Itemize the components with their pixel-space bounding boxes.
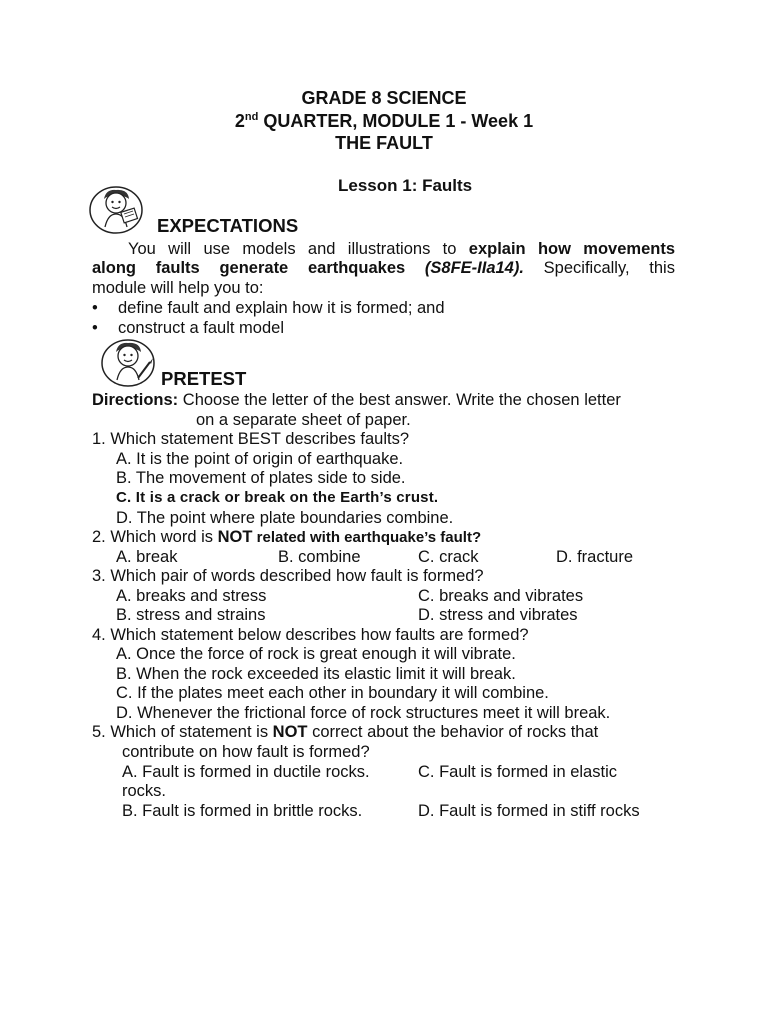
q5-text-c: correct about the behavior of rocks that [307,723,599,741]
student-reading-icon [88,183,148,235]
directions-line-1 [92,390,621,410]
bullet-symbol: • [92,319,98,337]
q5-option-a: A. Fault is formed in ductile rocks. [122,763,370,781]
q2-emphasis: NOT [217,528,253,546]
q2-text-c: related with earthquake’s fault? [252,529,482,546]
question-4: 4. Which statement below describes how faults are formed? [92,626,529,644]
quarter-ordinal: nd [244,111,259,123]
q3-option-a: A. breaks and stress [116,587,267,605]
q3-option-d: D. stress and vibrates [418,606,578,624]
q2-option-d: D. fracture [556,548,634,566]
directions-line-2: on a separate sheet of paper. [196,411,411,429]
expectations-line-1 [92,239,675,259]
quarter-rest: QUARTER, MODULE 1 - Week 1 [258,111,534,131]
expectations-line-3: module will help you to: [92,279,264,297]
lesson-title: Lesson 1: Faults [338,176,473,195]
q1-option-a: A. It is the point of origin of earthquake. [116,450,404,468]
bullet-symbol: • [92,299,98,317]
q5-option-c-continued: rocks. [122,782,167,800]
q3-option-c: C. breaks and vibrates [418,587,584,605]
expectations-line-2 [92,258,675,278]
q4-option-b: B. When the rock exceeded its elastic limit it will break. [116,665,516,683]
module-quarter-title [0,111,768,131]
q5-option-c: C. Fault is formed in elastic [418,763,617,781]
expectations-text-2c: Specifically, this [523,259,675,277]
expectations-emphasis-2: along faults generate earthquakes [92,259,425,277]
q4-option-c: C. If the plates meet each other in boundary it will combine. [116,684,549,702]
q1-option-b: B. The movement of plates side to side. [116,469,406,487]
q5-option-d: D. Fault is formed in stiff rocks [418,802,640,820]
q4-option-a: A. Once the force of rock is great enough it will vibrate. [116,645,516,663]
module-topic-title: THE FAULT [335,133,433,153]
pretest-heading: PRETEST [161,368,247,389]
q5-option-b: B. Fault is formed in brittle rocks. [122,802,363,820]
q2-option-a: A. break [116,548,178,566]
q1-option-c: C. It is a crack or break on the Earth’s crust. [116,489,439,506]
q2-option-c: C. crack [418,548,479,566]
question-1: 1. Which statement BEST describes faults? [92,430,410,448]
student-writing-icon [100,336,160,388]
expectations-text-1a: You will use models and illustrations to [128,240,469,258]
q4-option-d: D. Whenever the frictional force of rock structures meet it will break. [116,704,611,722]
q2-option-b: B. combine [278,548,361,566]
directions-label: Directions: [92,391,179,409]
directions-text: Choose the letter of the best answer. Write the chosen letter [178,391,621,409]
expectations-bullet-2 [92,318,284,338]
question-5-line-2: contribute on how fault is formed? [122,743,370,761]
question-5 [92,722,598,742]
expectations-bullet-1 [92,298,445,318]
q1-option-d: D. The point where plate boundaries combine. [116,509,454,527]
q5-emphasis: NOT [272,723,308,741]
q2-text-a: 2. Which word is [92,528,218,546]
quarter-number: 2 [234,111,245,131]
q3-option-b: B. stress and strains [116,606,266,624]
learning-code: (S8FE-IIa14). [424,259,524,277]
question-2 [92,527,481,548]
bullet-text: construct a fault model [118,319,284,337]
expectations-heading: EXPECTATIONS [157,215,299,236]
module-grade-title: GRADE 8 SCIENCE [301,88,467,108]
bullet-text: define fault and explain how it is formed; and [118,299,445,317]
q5-text-a: 5. Which of statement is [92,723,273,741]
question-3: 3. Which pair of words described how fault is formed? [92,567,484,585]
expectations-emphasis-1: explain how movements [468,240,675,258]
